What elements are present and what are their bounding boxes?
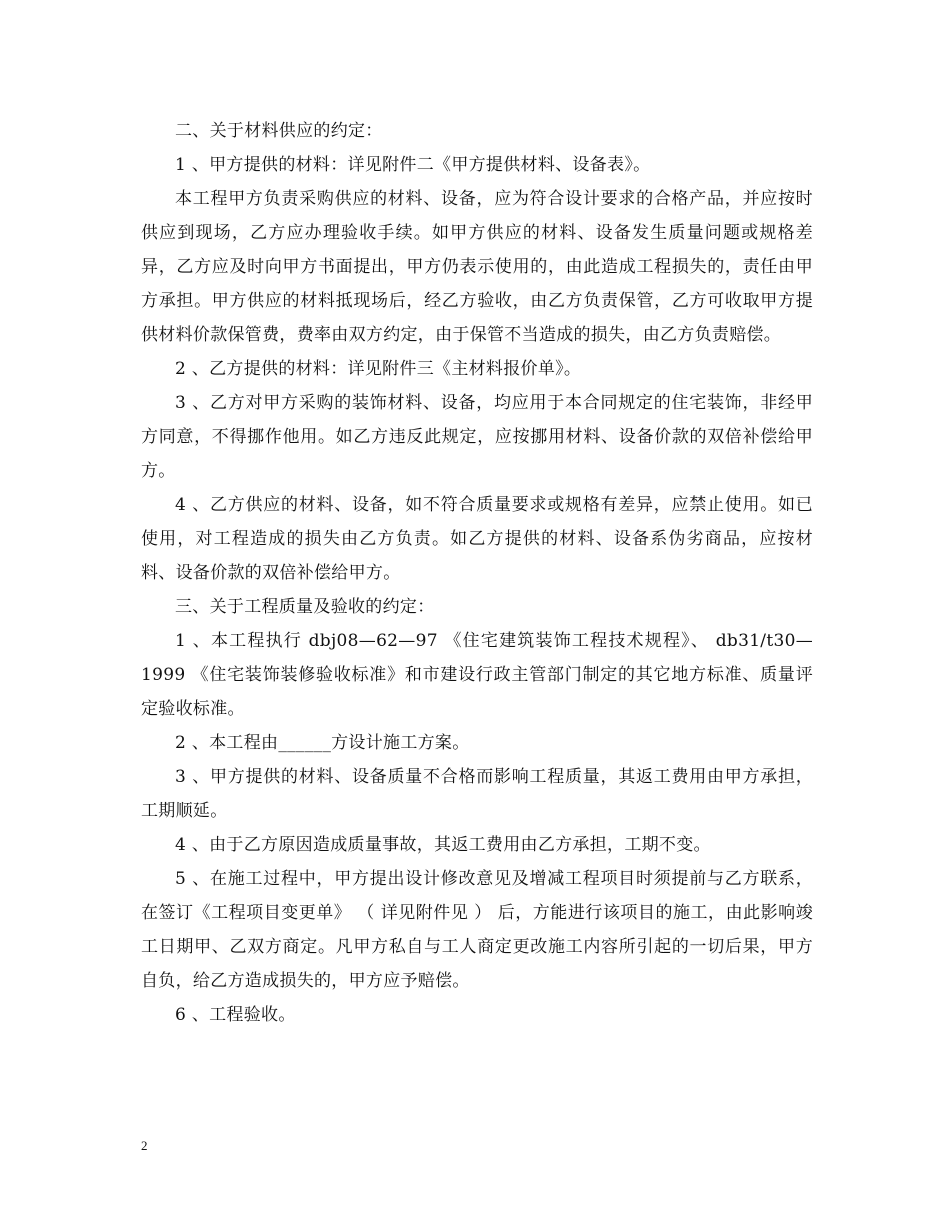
paragraph: 本工程甲方负责采购供应的材料、设备，应为符合设计要求的合格产品，并应按时供应到现场，乙方应办理验收手续。如甲方供应的材料、设备发生质量问题或规格差异，乙方应及时向甲方书面提出，甲方仍表示使用的，由此造成工程损失的，责任由甲方承担。甲方供应的材料抵现场后，经乙方验收，由乙方负责保管，乙方可收取甲方提供材料价款保管费，费率由双方约定，由于保管不当造成的损失，由乙方负责赔偿。: [141, 189, 813, 345]
paragraph: 6 、工程验收。: [175, 1005, 296, 1025]
paragraph: 3 、乙方对甲方采购的装饰材料、设备，均应用于本合同规定的住宅装饰，非经甲方同意，不得挪作他用。如乙方违反此规定，应按挪用材料、设备价款的双倍补偿给甲方。: [141, 393, 813, 481]
document-body: [141, 114, 813, 1032]
section-heading-quality: 三、关于工程质量及验收的约定：: [175, 597, 435, 617]
paragraph: 2 、本工程由______方设计施工方案。: [175, 733, 470, 753]
paragraph: 4 、乙方供应的材料、设备，如不符合质量要求或规格有差异，应禁止使用。如已使用，对工程造成的损失由乙方负责。如乙方提供的材料、设备系伪劣商品，应按材料、设备价款的双倍补偿给甲方。: [141, 495, 813, 583]
page-number: 2: [141, 1138, 148, 1153]
paragraph: 1 、甲方提供的材料：详见附件二《甲方提供材料、设备表》。: [175, 155, 651, 175]
section-heading-materials: 二、关于材料供应的约定：: [175, 121, 383, 141]
paragraph: 5 、在施工过程中，甲方提出设计修改意见及增减工程项目时须提前与乙方联系，在签订《工程项目变更单》 （ 详见附件见 ） 后，方能进行该项目的施工，由此影响竣工日期甲、乙双方商定。凡甲方私自与工人商定更改施工内容所引起的一切后果，甲方自负，给乙方造成损失的，甲方应予赔偿。: [141, 869, 813, 991]
paragraph: 4 、由于乙方原因造成质量事故，其返工费用由乙方承担，工期不变。: [175, 835, 711, 855]
paragraph: 3 、甲方提供的材料、设备质量不合格而影响工程质量，其返工费用由甲方承担，工期顺延。: [141, 767, 813, 821]
paragraph: 1 、本工程执行 dbj08—62—97 《住宅建筑装饰工程技术规程》、 db31/t30—1999 《住宅装饰装修验收标准》和市建设行政主管部门制定的其它地方标准、质量评定验收标准。: [141, 631, 813, 719]
paragraph: 2 、乙方提供的材料：详见附件三《主材料报价单》。: [175, 359, 582, 379]
